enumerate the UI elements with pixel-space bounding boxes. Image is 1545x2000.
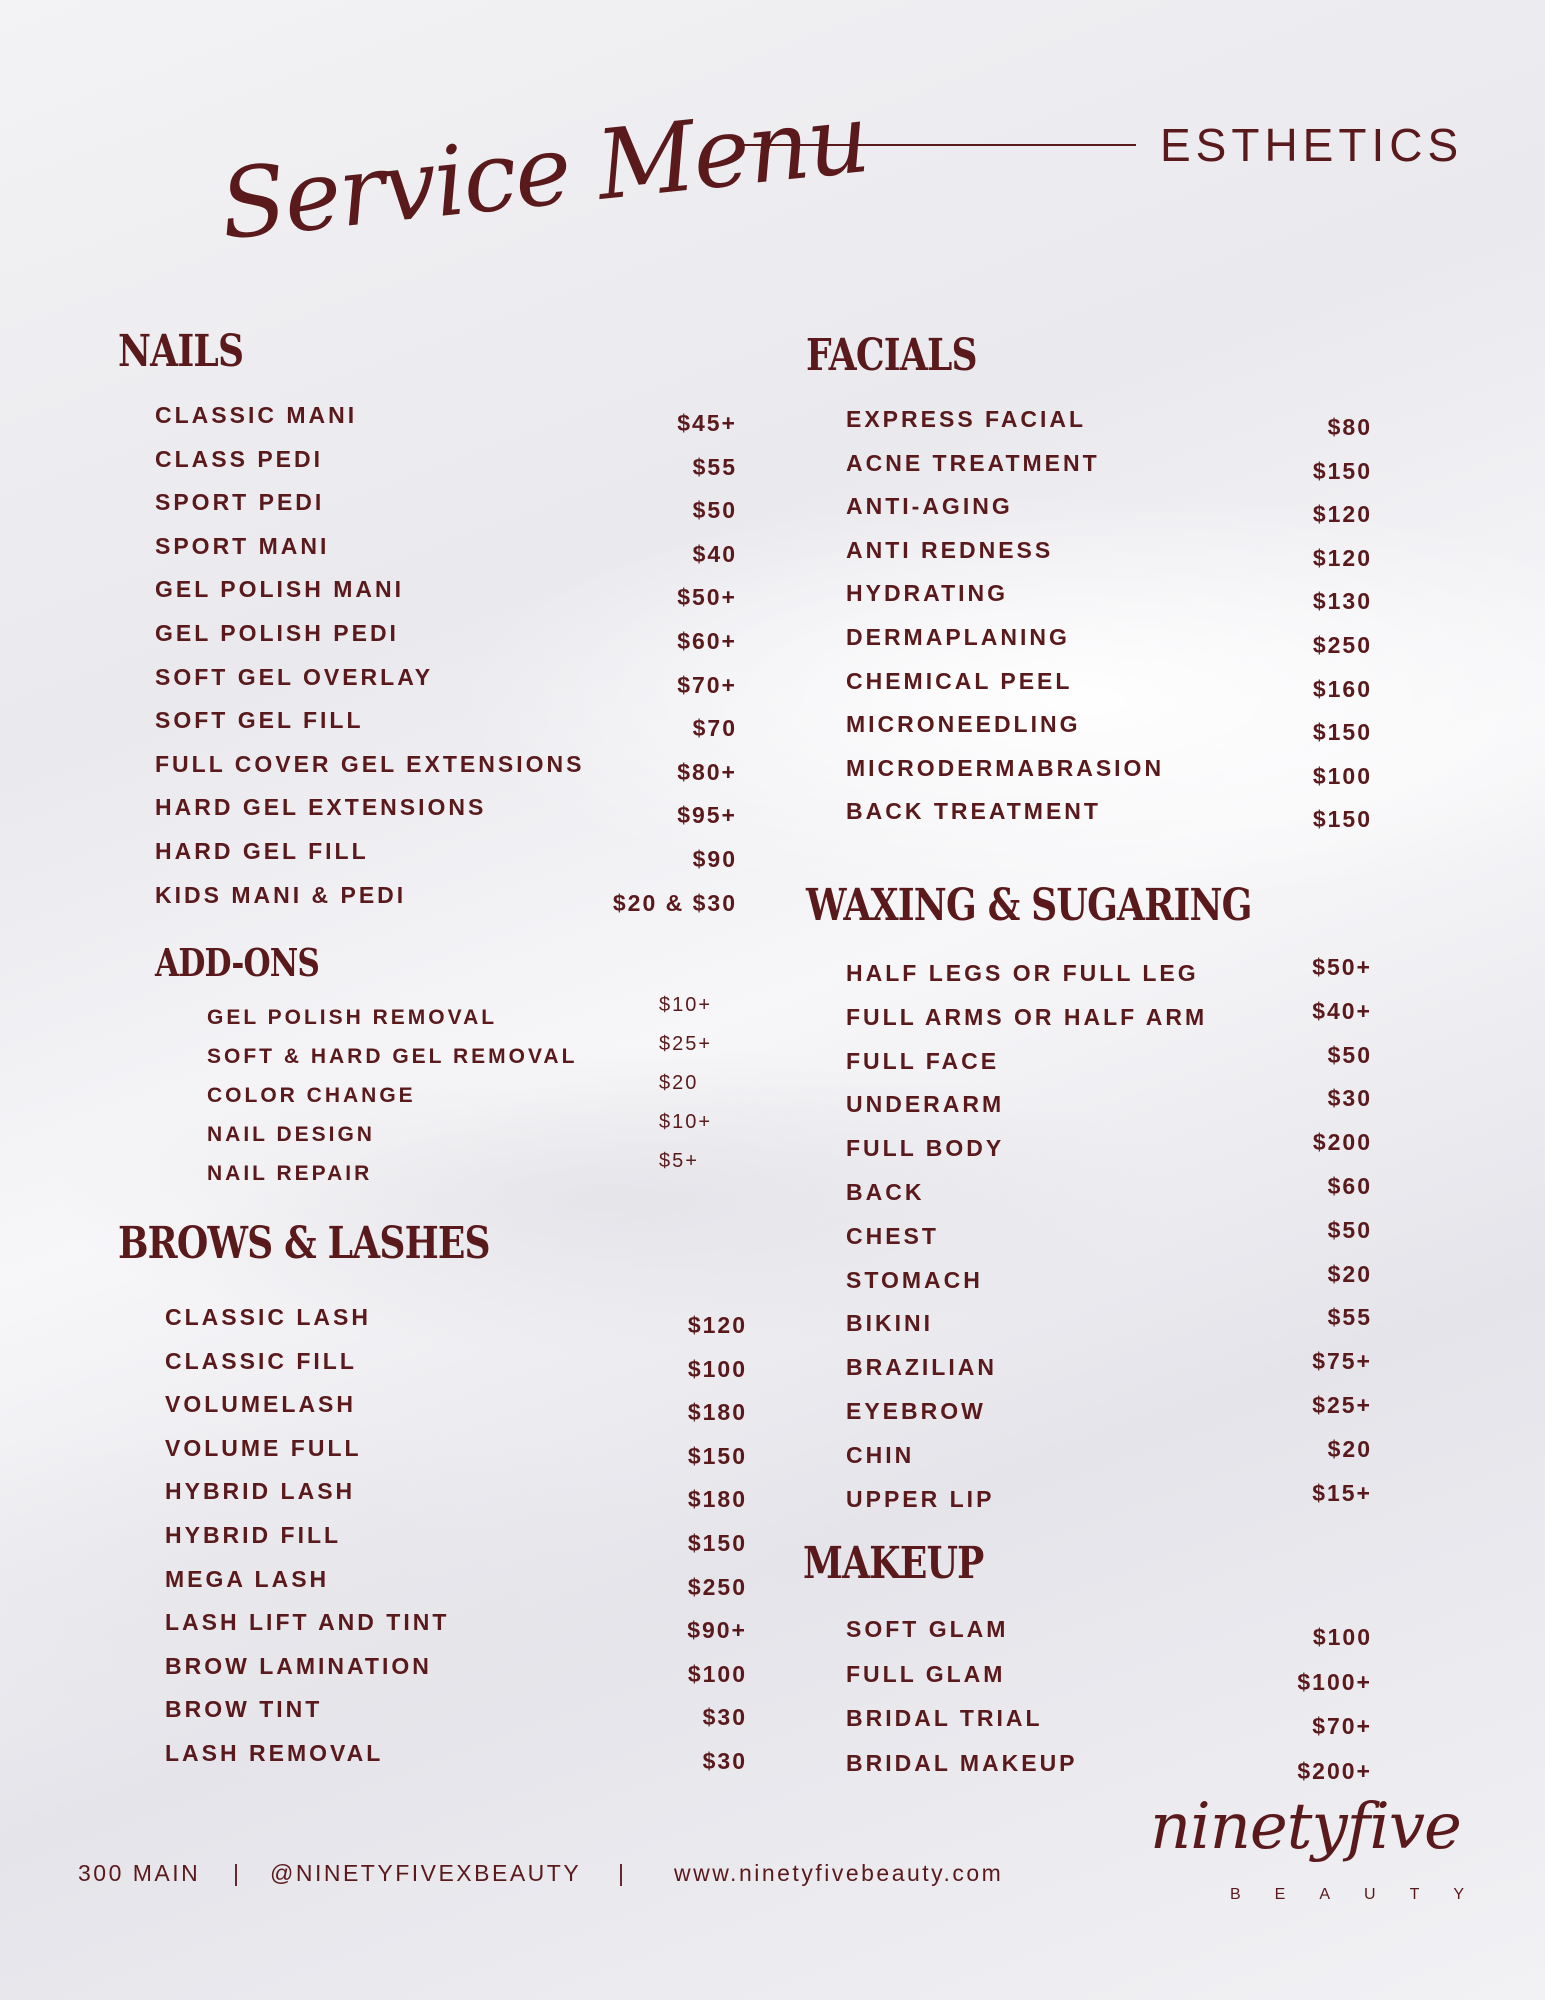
- waxing-item-price: $20: [1327, 1260, 1372, 1287]
- makeup-item-price: $200+: [1297, 1757, 1372, 1784]
- waxing-item-price: $15+: [1312, 1479, 1372, 1506]
- addons-item-price: $10+: [659, 1111, 713, 1133]
- waxing-item-price: $20: [1327, 1435, 1372, 1462]
- facials-item-row: [846, 667, 1372, 702]
- brows-item-name: BROW LAMINATION: [165, 1652, 432, 1679]
- nails-item-row: [155, 489, 737, 524]
- nails-item-price: $90: [692, 846, 737, 872]
- brows-item-name: VOLUMELASH: [165, 1391, 356, 1418]
- makeup-item-price: $100: [1312, 1624, 1372, 1650]
- brows-item-row: [165, 1391, 747, 1426]
- brand-logo-subtitle: BEAUTY: [1230, 1886, 1499, 1903]
- makeup-item-name: BRIDAL TRIAL: [846, 1705, 1043, 1731]
- makeup-item-row: [846, 1616, 1372, 1650]
- facials-item-row: [846, 536, 1372, 571]
- addons-item-row: [207, 1072, 727, 1114]
- addons-item-row: [207, 1033, 727, 1075]
- waxing-item-name: FULL ARMS OR HALF ARM: [846, 1003, 1208, 1030]
- brows-item-name: HYBRID LASH: [165, 1478, 356, 1505]
- brows-item-row: [165, 1696, 747, 1731]
- facials-item-price: $150: [1312, 806, 1372, 833]
- nails-item-price: $50+: [677, 584, 737, 611]
- waxing-item-name: CHIN: [846, 1441, 915, 1468]
- nails-item-price: $50: [692, 497, 737, 524]
- nails-item-price: $40: [692, 540, 737, 567]
- footer-website-link[interactable]: www.ninetyfivebeauty.com: [674, 1860, 1004, 1886]
- nails-item-row: [155, 576, 737, 611]
- brows-item-price: $90+: [687, 1617, 747, 1644]
- waxing-item-price: $30: [1327, 1085, 1372, 1112]
- facials-item-row: [846, 449, 1372, 484]
- nails-item-name: SOFT GEL FILL: [155, 707, 364, 734]
- makeup-item-name: SOFT GLAM: [846, 1616, 1009, 1642]
- facials-item-name: ANTI-AGING: [846, 493, 1013, 520]
- brows-item-name: CLASSIC LASH: [165, 1304, 371, 1330]
- waxing-item-price: $50: [1327, 1041, 1372, 1068]
- nails-item-name: SPORT PEDI: [155, 489, 325, 516]
- nails-item-price: $95+: [677, 802, 737, 829]
- addons-item-price: $25+: [659, 1033, 713, 1055]
- brows-item-price: $180: [687, 1399, 747, 1426]
- brows-item-row: [165, 1609, 747, 1644]
- facials-item-row: [846, 711, 1372, 746]
- facials-item-price: $130: [1312, 588, 1372, 615]
- facials-item-name: CHEMICAL PEEL: [846, 667, 1073, 694]
- waxing-item-price: $40+: [1312, 997, 1372, 1024]
- nails-item-name: SOFT GEL OVERLAY: [155, 663, 434, 690]
- waxing-item-row: [846, 997, 1372, 1034]
- waxing-item-name: BRAZILIAN: [846, 1354, 997, 1381]
- waxing-item-row: [846, 1041, 1372, 1078]
- facials-item-name: DERMAPLANING: [846, 624, 1070, 650]
- nails-item-name: CLASS PEDI: [155, 445, 324, 472]
- waxing-item-name: EYEBROW: [846, 1398, 986, 1424]
- addons-item-row: [207, 1150, 727, 1192]
- brows-item-row: [165, 1522, 747, 1556]
- page-title: Service Menu: [215, 82, 873, 262]
- facials-item-row: [846, 493, 1372, 528]
- facials-item-row: [846, 798, 1372, 833]
- nails-item-price: $45+: [677, 410, 737, 436]
- section-title-waxing-sugaring: WAXING & SUGARING: [806, 880, 1252, 931]
- nails-item-row: [155, 445, 737, 480]
- nails-item-price: $55: [692, 453, 737, 480]
- addons-item-price: $10+: [659, 994, 713, 1016]
- facials-item-price: $150: [1312, 457, 1372, 484]
- facials-item-row: [846, 754, 1372, 789]
- brows-item-price: $180: [687, 1486, 747, 1513]
- brows-item-price: $30: [702, 1748, 747, 1774]
- footer-separator-2: |: [618, 1860, 627, 1886]
- facials-item-name: BACK TREATMENT: [846, 798, 1101, 825]
- waxing-item-row: [846, 1479, 1372, 1516]
- facials-item-price: $250: [1312, 632, 1372, 658]
- makeup-item-price: $70+: [1312, 1713, 1372, 1739]
- waxing-item-name: FULL FACE: [846, 1047, 1000, 1074]
- nails-item-price: $70+: [677, 671, 737, 698]
- makeup-item-name: BRIDAL MAKEUP: [846, 1749, 1078, 1776]
- nails-item-price: $80+: [677, 758, 737, 785]
- nails-item-price: $70: [692, 715, 737, 742]
- facials-item-price: $160: [1312, 675, 1372, 702]
- brows-item-price: $30: [702, 1704, 747, 1731]
- waxing-item-row: [846, 1216, 1372, 1253]
- addons-item-price: $20: [659, 1072, 699, 1094]
- brows-item-name: BROW TINT: [165, 1696, 323, 1723]
- waxing-item-row: [846, 954, 1372, 990]
- nails-item-row: [155, 620, 737, 654]
- facials-item-name: HYDRATING: [846, 580, 1009, 607]
- brows-item-name: LASH REMOVAL: [165, 1740, 384, 1766]
- brows-item-row: [165, 1565, 747, 1600]
- nails-item-name: SPORT MANI: [155, 532, 330, 559]
- waxing-item-name: CHEST: [846, 1222, 939, 1249]
- nails-item-row: [155, 532, 737, 567]
- nails-item-name: GEL POLISH MANI: [155, 576, 405, 603]
- addons-item-name: NAIL REPAIR: [207, 1162, 373, 1185]
- waxing-item-price: $200: [1312, 1129, 1372, 1156]
- waxing-item-name: UPPER LIP: [846, 1485, 995, 1512]
- brows-item-price: $100: [687, 1355, 747, 1382]
- brows-item-name: CLASSIC FILL: [165, 1347, 357, 1374]
- footer-social-handle[interactable]: @NINETYFIVEXBEAUTY: [270, 1860, 582, 1886]
- nails-item-row: [155, 402, 737, 436]
- brand-logo: ninetyfive: [1150, 1790, 1461, 1864]
- waxing-item-row: [846, 1173, 1372, 1209]
- facials-item-name: MICRONEEDLING: [846, 711, 1081, 738]
- waxing-item-name: FULL BODY: [846, 1135, 1005, 1162]
- addons-item-name: GEL POLISH REMOVAL: [207, 1006, 498, 1029]
- brows-item-row: [165, 1652, 747, 1687]
- waxing-item-row: [846, 1260, 1372, 1297]
- facials-item-row: [846, 580, 1372, 615]
- waxing-item-row: [846, 1348, 1372, 1384]
- brows-item-name: VOLUME FULL: [165, 1434, 362, 1461]
- facials-item-row: [846, 624, 1372, 658]
- makeup-item-row: [846, 1705, 1372, 1739]
- brows-item-price: $120: [687, 1312, 747, 1338]
- facials-item-price: $80: [1327, 414, 1372, 440]
- brows-item-row: [165, 1740, 747, 1774]
- addons-item-price: $5+: [659, 1150, 699, 1172]
- section-title-nails: NAILS: [118, 326, 244, 377]
- makeup-item-row: [846, 1749, 1372, 1784]
- facials-item-price: $120: [1312, 544, 1372, 571]
- waxing-item-price: $50+: [1312, 954, 1372, 980]
- waxing-item-name: HALF LEGS OR FULL LEG: [846, 960, 1199, 986]
- brows-item-name: MEGA LASH: [165, 1565, 330, 1592]
- facials-item-price: $120: [1312, 501, 1372, 528]
- brows-item-price: $100: [687, 1660, 747, 1687]
- waxing-item-row: [846, 1435, 1372, 1472]
- facials-item-name: EXPRESS FACIAL: [846, 406, 1087, 432]
- addons-item-name: NAIL DESIGN: [207, 1123, 375, 1146]
- facials-item-price: $150: [1312, 719, 1372, 746]
- waxing-item-name: BACK: [846, 1179, 925, 1205]
- brows-item-price: $150: [687, 1530, 747, 1556]
- addons-item-name: COLOR CHANGE: [207, 1084, 416, 1107]
- brows-item-name: LASH LIFT AND TINT: [165, 1609, 450, 1636]
- brows-item-row: [165, 1347, 747, 1382]
- waxing-item-price: $75+: [1312, 1348, 1372, 1375]
- makeup-item-name: FULL GLAM: [846, 1660, 1006, 1687]
- nails-item-row: [155, 838, 737, 872]
- nails-item-price: $60+: [677, 628, 737, 654]
- makeup-item-price: $100+: [1297, 1668, 1372, 1695]
- waxing-item-price: $55: [1327, 1304, 1372, 1331]
- nails-item-row: [155, 707, 737, 742]
- footer-address: 300 MAIN: [78, 1860, 201, 1886]
- nails-item-row: [155, 750, 737, 785]
- brows-item-price: $250: [687, 1573, 747, 1600]
- section-title-makeup: MAKEUP: [803, 1538, 984, 1589]
- brows-item-row: [165, 1304, 747, 1338]
- nails-item-price: $20 & $30: [612, 889, 737, 916]
- footer-separator: |: [233, 1860, 242, 1886]
- addons-item-row: [207, 994, 727, 1036]
- addons-item-name: SOFT & HARD GEL REMOVAL: [207, 1045, 578, 1068]
- category-label: ESTHETICS: [1160, 119, 1464, 171]
- waxing-item-name: BIKINI: [846, 1310, 933, 1337]
- brows-item-name: HYBRID FILL: [165, 1522, 342, 1548]
- waxing-item-price: $60: [1327, 1173, 1372, 1199]
- nails-item-name: HARD GEL EXTENSIONS: [155, 794, 487, 821]
- waxing-item-row: [846, 1129, 1372, 1165]
- waxing-item-price: $50: [1327, 1216, 1372, 1243]
- brows-item-price: $150: [687, 1442, 747, 1469]
- addons-item-row: [207, 1111, 727, 1153]
- section-title-addons: ADD-ONS: [155, 940, 320, 985]
- waxing-item-name: STOMACH: [846, 1266, 983, 1293]
- nails-item-name: GEL POLISH PEDI: [155, 620, 399, 646]
- nails-item-row: [155, 794, 737, 829]
- waxing-item-name: UNDERARM: [846, 1091, 1005, 1118]
- facials-item-name: ACNE TREATMENT: [846, 449, 1100, 476]
- brows-item-row: [165, 1478, 747, 1513]
- waxing-item-row: [846, 1304, 1372, 1340]
- nails-item-row: [155, 663, 737, 698]
- facials-item-row: [846, 406, 1372, 440]
- waxing-item-price: $25+: [1312, 1392, 1372, 1418]
- nails-item-row: [155, 881, 737, 916]
- section-title-facials: FACIALS: [806, 330, 977, 381]
- nails-item-name: KIDS MANI & PEDI: [155, 881, 407, 908]
- section-title-brows-lashes: BROWS & LASHES: [118, 1218, 490, 1269]
- facials-item-name: MICRODERMABRASION: [846, 754, 1165, 781]
- facials-item-price: $100: [1312, 762, 1372, 789]
- nails-item-name: HARD GEL FILL: [155, 838, 369, 864]
- brows-item-row: [165, 1434, 747, 1469]
- waxing-item-row: [846, 1085, 1372, 1121]
- nails-item-name: CLASSIC MANI: [155, 402, 358, 428]
- facials-item-name: ANTI REDNESS: [846, 536, 1054, 563]
- nails-item-name: FULL COVER GEL EXTENSIONS: [155, 750, 585, 777]
- waxing-item-row: [846, 1392, 1372, 1428]
- makeup-item-row: [846, 1660, 1372, 1695]
